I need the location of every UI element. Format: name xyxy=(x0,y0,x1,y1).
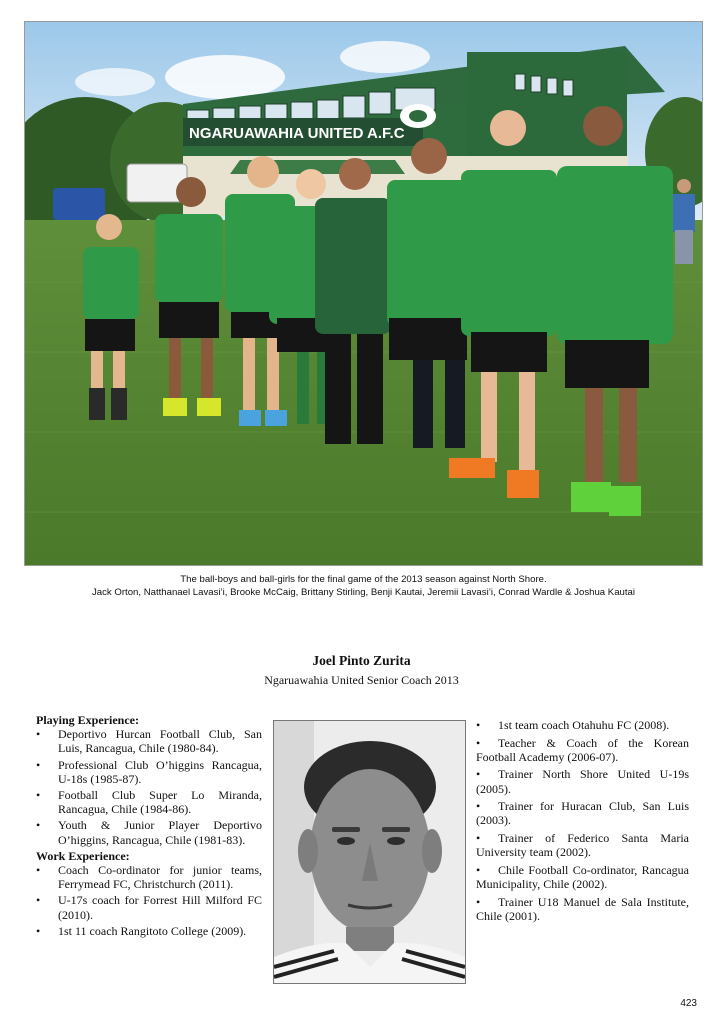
list-item: • 1st team coach Otahuhu FC (2008). xyxy=(476,718,689,732)
team-photo xyxy=(24,21,703,566)
page-number: 423 xyxy=(680,998,697,1009)
list-item: • Deportivo Hurcan Football Club, San Luis, Rancagua, Chile (1980-84). xyxy=(36,727,262,755)
clubhouse-sign-text: NGARUAWAHIA UNITED A.F.C xyxy=(189,125,405,142)
experience-left-column xyxy=(36,712,262,940)
list-item: • Teacher & Coach of the Korean Football Academy (2006-07). xyxy=(476,736,689,764)
caption-line-1: The ball-boys and ball-girls for the final game of the 2013 season against North Shore. xyxy=(180,574,547,585)
coach-portrait xyxy=(273,720,466,984)
list-item: • Chile Football Co-ordinator, Rancagua Municipality, Chile (2002). xyxy=(476,863,689,891)
profile-name: Joel Pinto Zurita xyxy=(312,653,411,668)
work-experience-list xyxy=(36,863,262,938)
list-item: • Trainer of Federico Santa Maria University team (2002). xyxy=(476,831,689,859)
list-item: • Trainer U18 Manuel de Sala Institute, Chile (2001). xyxy=(476,895,689,923)
work-experience-list-continued xyxy=(476,718,689,923)
experience-right-column xyxy=(476,718,689,926)
list-item: • Youth & Junior Player Deportivo O’higgins, Rancagua, Chile (1981-83). xyxy=(36,818,262,846)
photo-caption xyxy=(24,573,703,599)
profile-role: Ngaruawahia United Senior Coach 2013 xyxy=(264,673,459,687)
caption-line-2: Jack Orton, Natthanael Lavasi’i, Brooke McCaig, Brittany Stirling, Benji Kautai, Jeremii Lavasi’i, Conrad Wardle & Joshua Kautai xyxy=(91,587,635,598)
team-photo-illustration xyxy=(25,22,703,566)
list-item: • Football Club Super Lo Miranda, Rancagua, Chile (1984-86). xyxy=(36,788,262,816)
list-item: • Trainer for Huracan Club, San Luis (2003). xyxy=(476,799,689,827)
list-item: • Trainer North Shore United U-19s (2005). xyxy=(476,767,689,795)
work-experience-heading: Work Experience: xyxy=(36,848,130,863)
playing-experience-heading: Playing Experience: xyxy=(36,713,139,727)
list-item: • Coach Co-ordinator for junior teams, Ferrymead FC, Christchurch (2011). xyxy=(36,863,262,891)
coach-portrait-illustration xyxy=(274,721,465,983)
list-item: • 1st 11 coach Rangitoto College (2009). xyxy=(36,924,262,938)
playing-experience-list xyxy=(36,727,262,847)
list-item: • Professional Club O’higgins Rancagua, U-18s (1985-87). xyxy=(36,758,262,786)
list-item: • U-17s coach for Forrest Hill Milford FC (2010). xyxy=(36,893,262,921)
